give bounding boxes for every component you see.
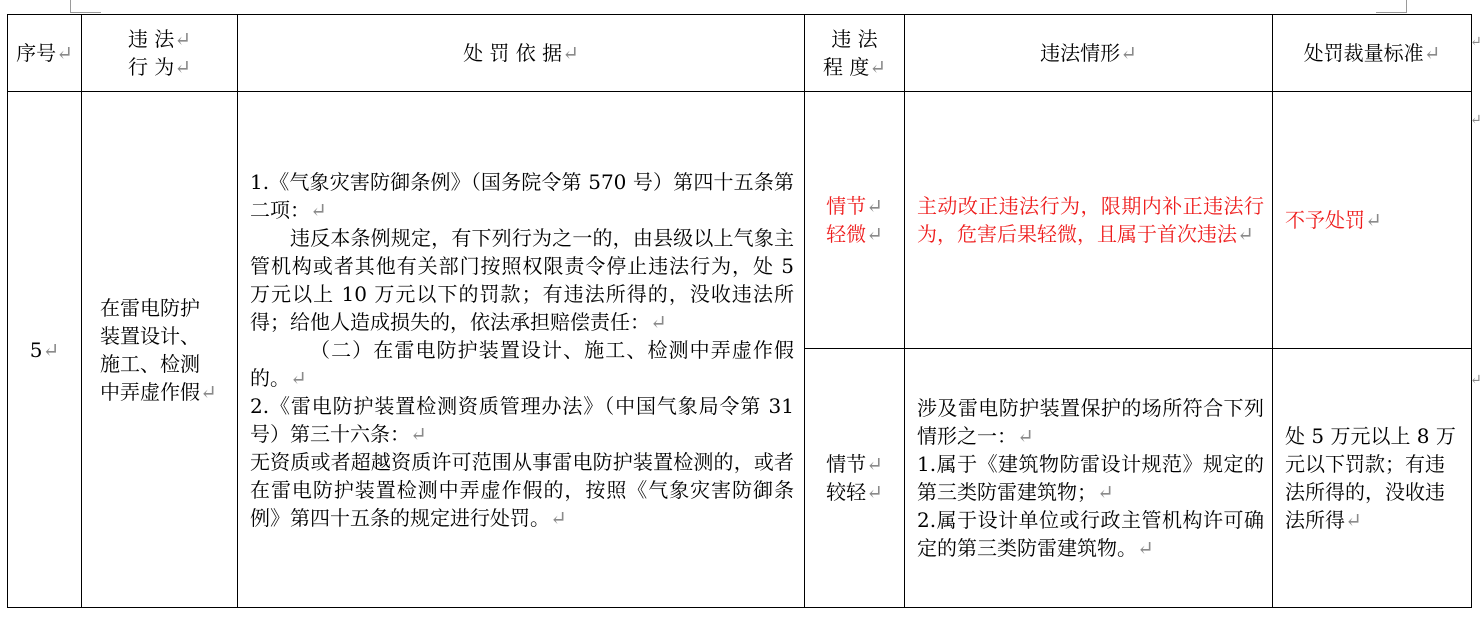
- crop-mark-right: [1376, 0, 1407, 13]
- cell-situation-lesser: 涉及雷电防护装置保护的场所符合下列情形之一：↵ 1.属于《建筑物防雷设计规范》规定的第三类防雷建筑物；↵ 2.属于设计单位或行政主管机构许可确定的第三类防雷建筑物。↵: [905, 349, 1273, 608]
- cell-violation-act: 在雷电防护 装置设计、 施工、检测 中弄虚作假↵: [82, 92, 238, 608]
- cell-standard-lesser: 处 5 万元以上 8 万元以下罚款；有违法所得的，没收违法所得↵: [1273, 349, 1472, 608]
- table-header-row: [8, 15, 1472, 92]
- cell-degree-minor: 情节↵ 轻微↵: [805, 92, 905, 349]
- header-seq: 序号↵: [8, 15, 82, 92]
- header-violation-degree: 违 法 程 度↵: [805, 15, 905, 92]
- crop-mark-left: [70, 0, 101, 13]
- header-violation-act: 违 法↵ 行 为↵: [82, 15, 238, 92]
- cell-standard-minor: 不予处罚↵: [1273, 92, 1472, 349]
- table-row: [8, 92, 1472, 349]
- cell-penalty-basis: 1.《气象灾害防御条例》（国务院令第 570 号）第四十五条第二项：↵ 违反本条例规定，有下列行为之一的，由县级以上气象主管机构或者其他有关部门按照权限责令停止违法行为，处 5 万元以上 10 万元以下的罚款；有违法所得的，没收违法所得；给他人造成损失的，依法承担赔偿责任：↵ （二）在雷电防护装置设计、施工、检测中弄虚作假的。↵ 2.《雷电防护装置检测资质管理办法》（中国气象局令第 31 号）第三十六条：↵ 无资质或者超越资质许可范围从事雷电防护装置检测的，或者在雷电防护装置检测中弄虚作假的，按照《气象灾害防御条例》第四十五条的规定进行处罚。↵: [238, 92, 805, 608]
- header-penalty-basis: 处 罚 依 据↵: [238, 15, 805, 92]
- cell-situation-minor: 主动改正违法行为，限期内补正违法行为，危害后果轻微，且属于首次违法↵: [905, 92, 1273, 349]
- row-end-mark: ↵: [1470, 34, 1482, 50]
- cell-seq: 5↵: [8, 92, 82, 608]
- penalty-discretion-table: [7, 14, 1472, 608]
- cell-degree-lesser: 情节↵ 较轻↵: [805, 349, 905, 608]
- header-violation-situation: 违法情形↵: [905, 15, 1273, 92]
- header-discretion-standard: 处罚裁量标准↵: [1273, 15, 1472, 92]
- row-end-mark: ↵: [1470, 112, 1482, 128]
- row-end-mark: ↵: [1470, 372, 1482, 388]
